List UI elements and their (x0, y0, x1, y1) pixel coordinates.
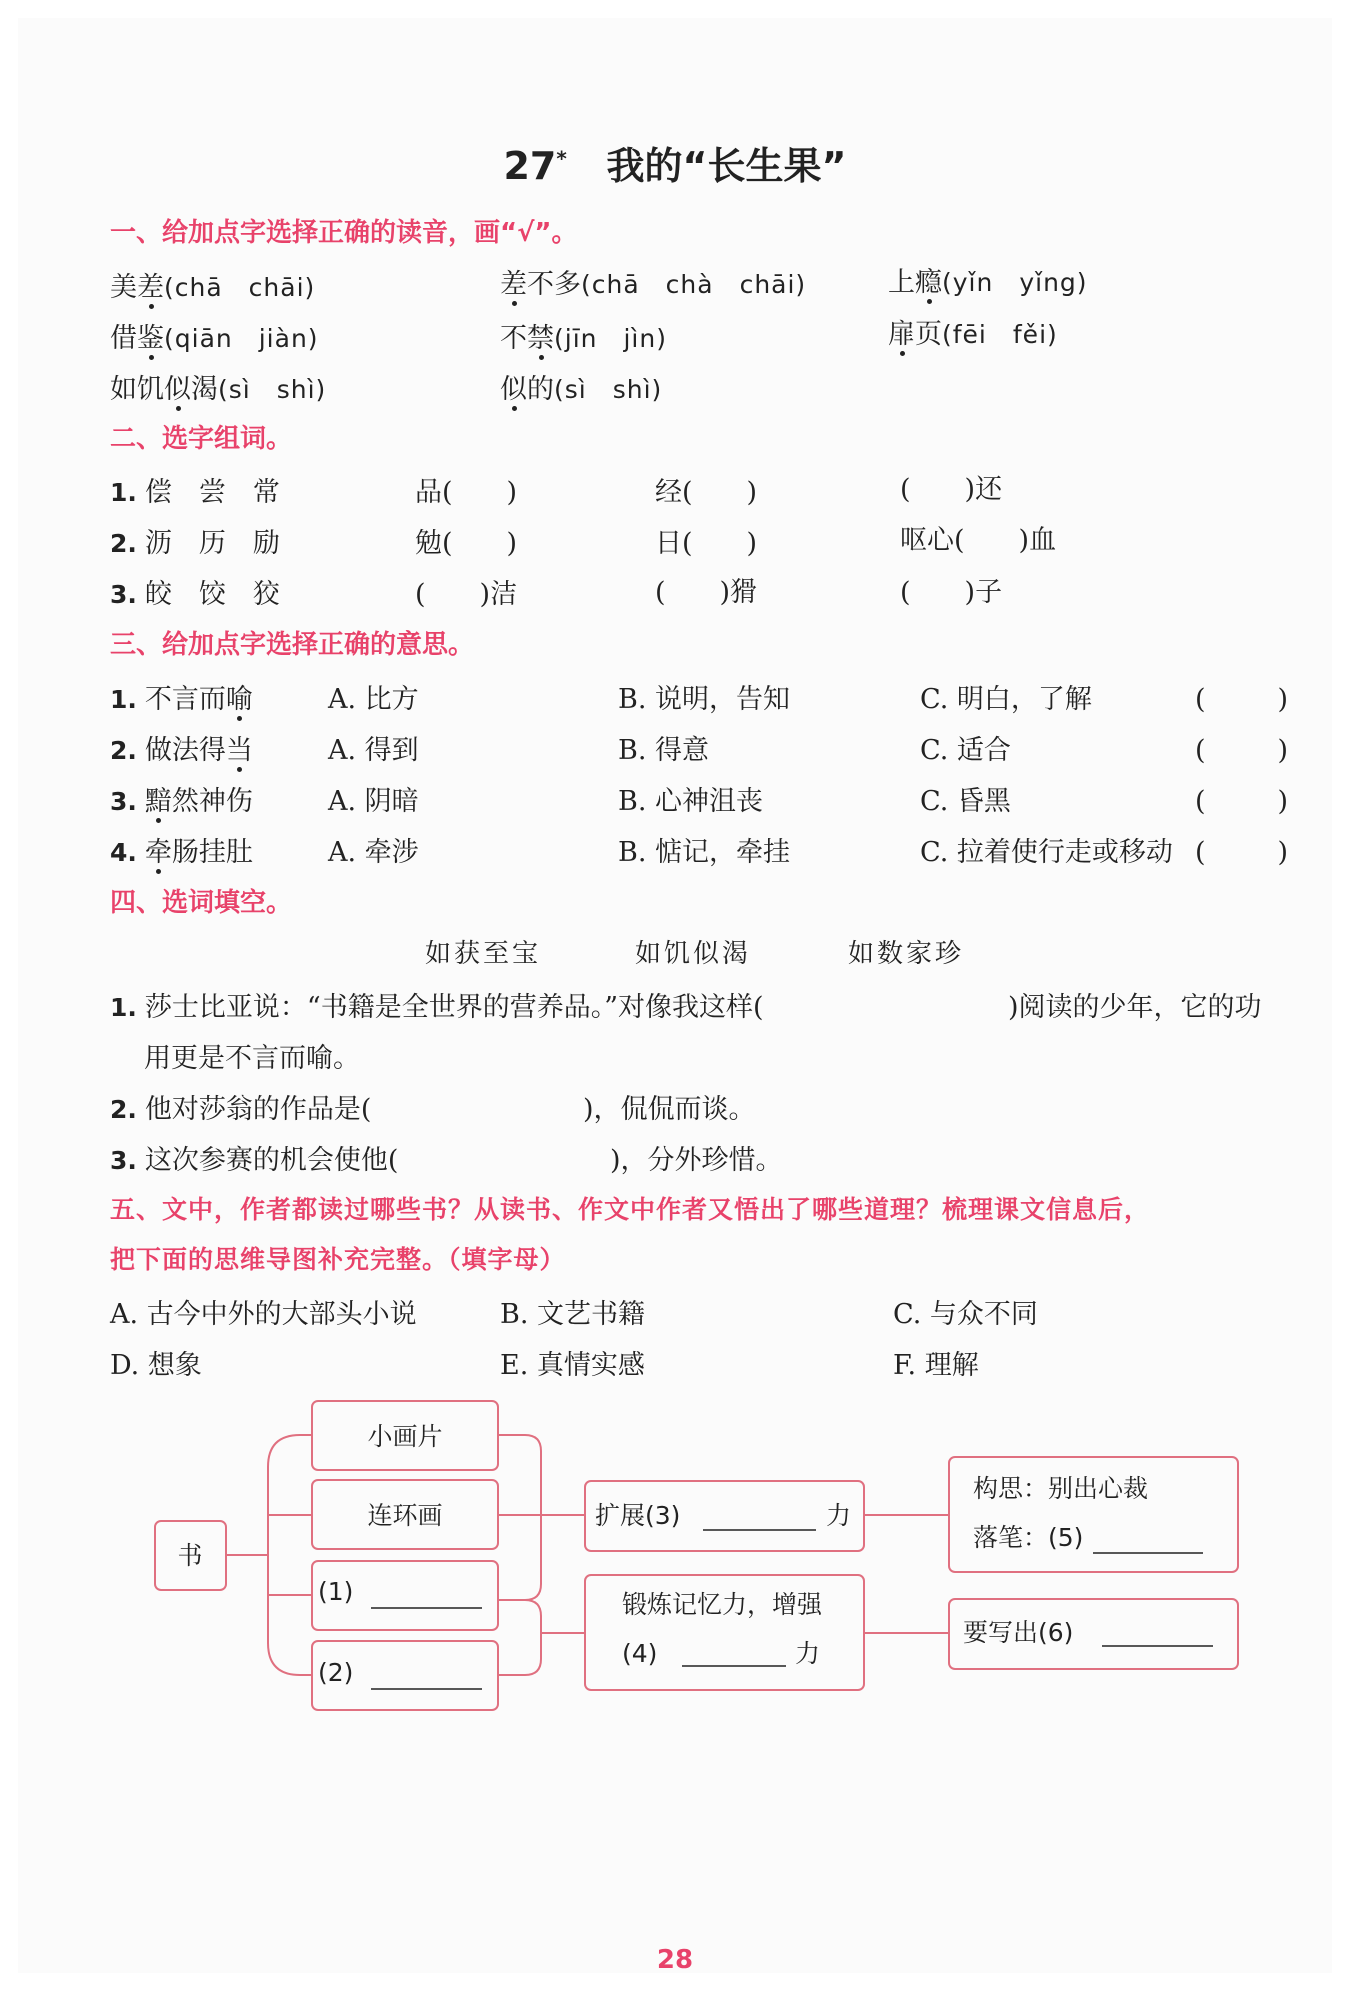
word: 似的 (500, 374, 554, 405)
phrase: 做法得当 (144, 735, 253, 766)
char-choices: 偿 尝 常 (144, 477, 280, 508)
word: 不禁 (500, 323, 554, 354)
section1-heading: 一、给加点字选择正确的读音，画“√”。 (110, 218, 578, 248)
section2-heading: 二、选字组词。 (110, 424, 293, 454)
blank-1-1: 品( ) (415, 477, 518, 508)
branch-label-4: (2) (318, 1658, 354, 1687)
word: 扉页 (888, 319, 942, 350)
row-number: 3. (110, 1146, 137, 1175)
row-number: 2. (110, 736, 137, 765)
option-c: C. 明白，了解 (920, 684, 1092, 715)
page-number: 28 (656, 1945, 694, 1975)
answer-blank: ( ) (1195, 837, 1295, 868)
mid2-line2: (4) (622, 1639, 658, 1668)
option-D: D. 想象 (110, 1350, 202, 1381)
dotted-char: 鉴 (137, 323, 164, 354)
option-b: B. 惦记，牵挂 (618, 837, 791, 868)
mid1-suffix: 力 (826, 1501, 852, 1530)
char-choices: 皎 饺 狡 (144, 579, 280, 610)
lesson-mark: * (556, 146, 567, 171)
section5-heading-line2: 把下面的思维导图补充完整。（填字母） (110, 1245, 566, 1274)
option-b: B. 说明，告知 (618, 684, 791, 715)
right1-line1: 构思：别出心裁 (973, 1474, 1149, 1503)
mid1-label: 扩展(3) (595, 1501, 681, 1530)
sentence-part: )，侃侃而谈。 (583, 1094, 756, 1125)
blank-3-2: ( )猾 (655, 577, 758, 608)
word-bank-1: 如获至宝 (425, 939, 542, 969)
blank-2-1: 勉( ) (415, 528, 518, 559)
section4-heading: 四、选词填空。 (110, 888, 293, 918)
lesson-title-text: 我的“长生果” (606, 144, 847, 188)
dotted-char: 似 (164, 374, 191, 405)
row-number: 1. (110, 993, 137, 1022)
phrase: 牵肠挂肚 (144, 837, 253, 868)
option-B: B. 文艺书籍 (500, 1299, 646, 1330)
right2-label: 要写出(6) (963, 1618, 1074, 1647)
dotted-char: 牵 (144, 837, 172, 868)
option-a: A. 得到 (328, 735, 419, 766)
phrase: 黯然神伤 (144, 786, 253, 817)
blank-2-3: 呕心( )血 (900, 525, 1057, 556)
blank-2-2: 日( ) (655, 528, 758, 559)
right1-line2: 落笔：(5) (973, 1523, 1084, 1552)
char-choices: 沥 历 励 (144, 528, 280, 559)
mid2-line1: 锻炼记忆力，增强 (622, 1590, 823, 1619)
option-A: A. 古今中外的大部头小说 (110, 1299, 417, 1330)
option-c: C. 拉着使行走或移动 (920, 837, 1173, 868)
dotted-char: 差 (500, 269, 527, 300)
word: 差不多 (500, 269, 581, 300)
blank-1-3: ( )还 (900, 474, 1003, 505)
pinyin-options: (fēi fěi) (942, 320, 1058, 349)
option-b: B. 心神沮丧 (618, 786, 764, 817)
blank-3-1: ( )洁 (415, 579, 518, 610)
section5-heading-line1: 五、文中，作者都读过哪些书？从读书、作文中作者又悟出了哪些道理？梳理课文信息后， (110, 1195, 1151, 1224)
phrase: 不言而喻 (144, 684, 253, 715)
word: 上瘾 (888, 267, 942, 298)
word: 借鉴 (110, 323, 164, 354)
option-E: E. 真情实感 (500, 1350, 645, 1381)
pinyin-options: (yǐn yǐng) (942, 268, 1088, 297)
section3-heading: 三、给加点字选择正确的意思。 (110, 630, 475, 660)
dotted-char: 瘾 (915, 267, 942, 298)
blank-1-2: 经( ) (655, 477, 758, 508)
sentence-part: )，分外珍惜。 (610, 1145, 783, 1176)
option-F: F. 理解 (893, 1350, 979, 1381)
mid2-suffix: 力 (795, 1639, 821, 1668)
option-C: C. 与众不同 (893, 1299, 1038, 1330)
sentence-continuation: 用更是不言而喻。 (144, 1043, 360, 1074)
option-a: A. 比方 (328, 684, 419, 715)
dotted-char: 似 (500, 374, 527, 405)
dotted-char: 禁 (527, 323, 554, 354)
option-b: B. 得意 (618, 735, 710, 766)
answer-blank: ( ) (1195, 684, 1295, 715)
word-bank-3: 如数家珍 (848, 939, 965, 969)
sentence-part: 莎士比亚说：“书籍是全世界的营养品。”对像我这样( (144, 992, 764, 1023)
row-number: 3. (110, 580, 137, 609)
dotted-char: 当 (225, 735, 253, 766)
option-c: C. 昏黑 (920, 786, 1011, 817)
answer-blank: ( ) (1195, 735, 1295, 766)
pinyin-options: (chā chà chāi) (581, 270, 807, 299)
answer-blank: ( ) (1195, 786, 1295, 817)
row-number: 4. (110, 838, 137, 867)
blank-3-3: ( )子 (900, 577, 1003, 608)
branch-label-3: (1) (318, 1577, 354, 1606)
branch-label-1: 小画片 (367, 1422, 443, 1451)
dotted-char: 扉 (888, 319, 915, 350)
pinyin-options: (sì shì) (218, 375, 327, 404)
row-number: 1. (110, 685, 137, 714)
dotted-char: 喻 (225, 684, 253, 715)
sentence-part: 这次参赛的机会使他( (144, 1145, 399, 1176)
row-number: 3. (110, 787, 137, 816)
pinyin-options: (sì shì) (554, 375, 663, 404)
sentence-part: )阅读的少年，它的功 (1008, 992, 1262, 1023)
dotted-char: 差 (137, 272, 164, 303)
dotted-char: 黯 (144, 786, 172, 817)
word-bank-2: 如饥似渴 (635, 939, 752, 969)
sentence-part: 他对莎翁的作品是( (144, 1094, 372, 1125)
row-number: 1. (110, 478, 137, 507)
option-a: A. 阴暗 (328, 786, 419, 817)
pinyin-options: (qiān jiàn) (164, 324, 319, 353)
pinyin-options: (chā chāi) (164, 273, 316, 302)
word: 如饥似渴 (110, 374, 218, 405)
word: 美差 (110, 272, 164, 303)
root-label: 书 (177, 1541, 203, 1570)
branch-label-2: 连环画 (367, 1501, 443, 1530)
pinyin-options: (jīn jìn) (554, 324, 667, 353)
row-number: 2. (110, 1095, 137, 1124)
lesson-number: 27 (503, 144, 557, 188)
option-a: A. 牵涉 (328, 837, 419, 868)
row-number: 2. (110, 529, 137, 558)
option-c: C. 适合 (920, 735, 1011, 766)
